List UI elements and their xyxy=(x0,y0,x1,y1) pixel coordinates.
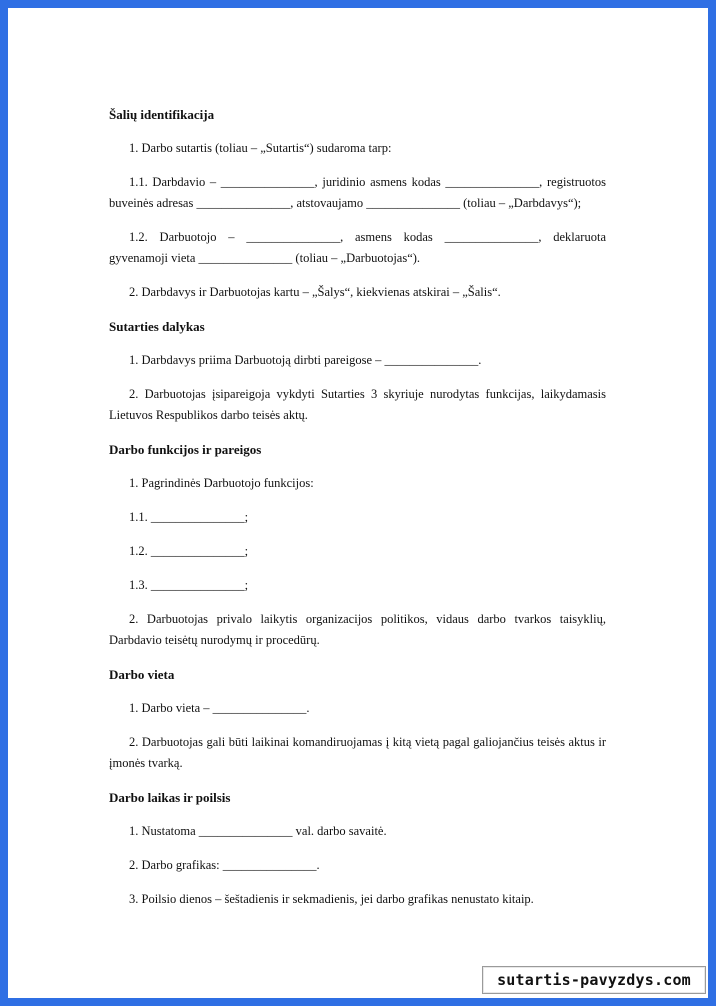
paragraph: 1. Darbdavys priima Darbuotoją dirbti pareigose – _______________. xyxy=(129,353,482,367)
paragraph: 2. Darbuotojas įsipareigoja vykdyti Sutarties 3 skyriuje nurodytas funkcijas, laikydamasis Lietuvos Respublikos darbo teisės aktų. xyxy=(109,387,606,422)
paragraph: 2. Darbuotojas gali būti laikinai komandiruojamas į kitą vietą pagal galiojančius teisės aktus ir įmonės tvarką. xyxy=(109,735,606,770)
section-sutarties-dalykas xyxy=(109,316,606,426)
section-title: Šalių identifikacija xyxy=(109,107,215,122)
section-title: Darbo vieta xyxy=(109,667,175,682)
section-darbo-vieta xyxy=(109,664,606,774)
paragraph: 1. Pagrindinės Darbuotojo funkcijos: xyxy=(129,476,314,490)
paragraph: 1.1. _______________; xyxy=(129,510,249,524)
paragraph: 1.2. _______________; xyxy=(129,544,249,558)
document-page xyxy=(8,8,708,998)
paragraph: 3. Poilsio dienos – šeštadienis ir sekmadienis, jei darbo grafikas nenustato kitaip. xyxy=(129,892,534,906)
section-darbo-funkcijos xyxy=(109,439,606,651)
paragraph: 1. Nustatoma _______________ val. darbo savaitė. xyxy=(129,824,387,838)
paragraph: 1.2. Darbuotojo – _______________, asmens kodas _______________, deklaruota gyvenamoji vieta _______________ (toliau – „Darbuotojas“). xyxy=(109,230,606,265)
paragraph: 2. Darbdavys ir Darbuotojas kartu – „Šalys“, kiekvienas atskirai – „Šalis“. xyxy=(129,285,501,299)
section-saliu-identifikacija xyxy=(109,104,606,303)
document-content xyxy=(109,104,606,910)
section-title: Sutarties dalykas xyxy=(109,319,205,334)
paragraph: 1. Darbo vieta – _______________. xyxy=(129,701,310,715)
paragraph: 1.1. Darbdavio – _______________, juridinio asmens kodas _______________, registruotos buveinės adresas _______________, atstovaujamo _______________ (toliau – „Darbdavys“); xyxy=(109,175,606,210)
section-title: Darbo laikas ir poilsis xyxy=(109,790,231,805)
paragraph: 1.3. _______________; xyxy=(129,578,249,592)
section-darbo-laikas xyxy=(109,787,606,910)
section-title: Darbo funkcijos ir pareigos xyxy=(109,442,262,457)
watermark-site-link[interactable]: sutartis-pavyzdys.com xyxy=(482,966,706,994)
paragraph: 2. Darbo grafikas: _______________. xyxy=(129,858,320,872)
paragraph: 1. Darbo sutartis (toliau – „Sutartis“) sudaroma tarp: xyxy=(129,141,392,155)
paragraph: 2. Darbuotojas privalo laikytis organizacijos politikos, vidaus darbo tvarkos taisyklių, Darbdavio teisėtų nurodymų ir procedūrų. xyxy=(109,612,606,647)
